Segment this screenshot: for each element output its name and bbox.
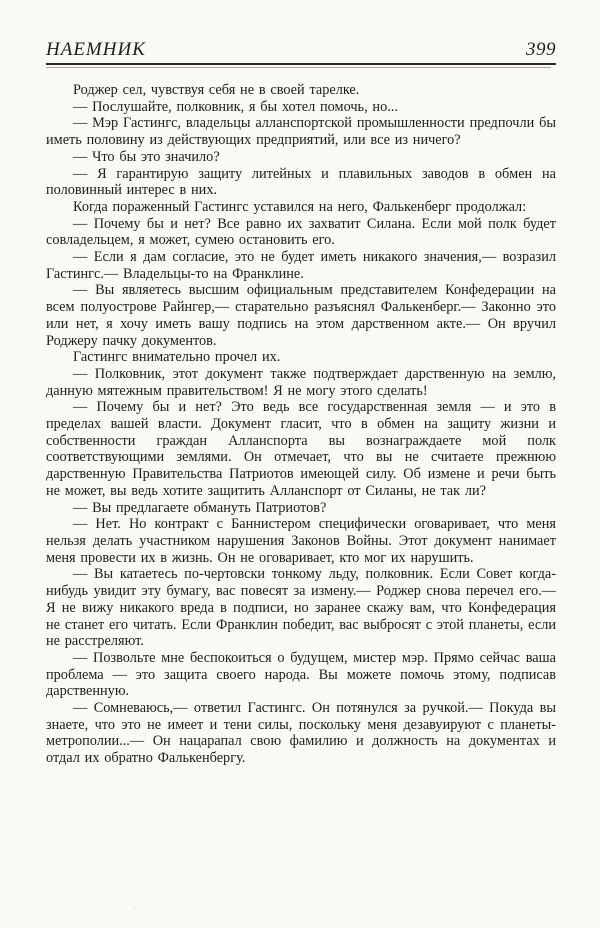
paragraph: — Почему бы и нет? Все равно их захватит Силана. Если мой полк будет совладельцем, я может, сумею остановить его. xyxy=(46,215,556,249)
paragraph: Гастингс внимательно прочел их. xyxy=(73,349,281,366)
page-header xyxy=(46,0,556,60)
paragraph: — Позвольте мне беспокоиться о будущем, мистер мэр. Прямо сейчас ваша проблема — это защита своего народа. Вы можете помочь этому, подписав дарственную. xyxy=(46,649,556,700)
paragraph: — Нет. Но контракт с Баннистером специфически оговаривает, что меня нельзя делать участником нарушения Законов Войны. Этот документ нанимает меня провести их в жизнь. Он не оговаривает, кто мог их нарушить. xyxy=(46,516,556,566)
paragraph: Когда пораженный Гастингс уставился на него, Фалькенберг продолжал: xyxy=(73,198,527,215)
page-number: 399 xyxy=(526,39,556,60)
paragraph: — Вы катаетесь по-чертовски тонкому льду, полковник. Если Совет когда-нибудь увидит эту бумагу, вас повесят за измену.— Роджер снова перечел его.— Я не вижу никакого вреда в подписи, но заранее скажу вам, что Конфедерация не станет его читать. Если Франклин победит, вас выбросят с этой планеты, если не расстреляют. xyxy=(46,566,556,650)
paragraph: — Вы являетесь высшим официальным представителем Конфедерации на всем полуострове Райнгер,— старательно разъяснял Фалькенберг.— Законно это или нет, я хочу иметь вашу подпись на этом дарственном акте.— Он вручил Роджеру пачку документов. xyxy=(46,282,556,349)
paragraph: — Если я дам согласие, это не будет иметь никакого значения,— возразил Гастингс.— Владельцы-то на Франклине. xyxy=(46,249,556,282)
paragraph: — Я гарантирую защиту литейных и плавильных заводов в обмен на половинный интерес в них. xyxy=(46,165,556,199)
header-rule-shadow xyxy=(46,67,551,68)
paragraph: — Почему бы и нет? Это ведь все государственная земля — и это в пределах вашей власти. Документ гласит, что в обмен на защиту жизни и собственности граждан Алланспорта вы вознаграждаете мой полк соответствующими землями. Он отмечает, что вы не считаете прежнюю дарственную Правительства Патриотов имеющей силу. Об измене и речи быть не может, вы ведь хотите защитить Алланспорт от Силаны, не так ли? xyxy=(46,399,556,499)
paragraph: Роджер сел, чувствуя себя не в своей тарелке. xyxy=(73,82,360,98)
paragraph: — Полковник, этот документ также подтверждает дарственную на землю, данную мятежным правительством! Я не могу этого сделать! xyxy=(46,365,556,399)
paragraph: — Мэр Гастингс, владельцы алланспортской промышленности предпочли бы иметь половину из действующих предприятий, или все из ничего? xyxy=(46,115,556,149)
paragraph: — Что бы это значило? xyxy=(73,148,220,165)
running-title: НАЕМНИК xyxy=(46,39,146,60)
paragraph: — Вы предлагаете обмануть Патриотов? xyxy=(73,499,327,516)
body-text xyxy=(46,82,556,767)
paragraph: — Сомневаюсь,— ответил Гастингс. Он потянулся за ручкой.— Покуда вы знаете, что это не имеет и тени силы, поскольку меня дезавуируют с планеты-метрополии...— Он нацарапал свою фамилию и должность на документах и отдал их обратно Фалькенбергу. xyxy=(46,700,556,767)
paragraph: — Послушайте, полковник, я бы хотел помочь, но... xyxy=(73,98,398,115)
header-rule xyxy=(46,63,556,65)
